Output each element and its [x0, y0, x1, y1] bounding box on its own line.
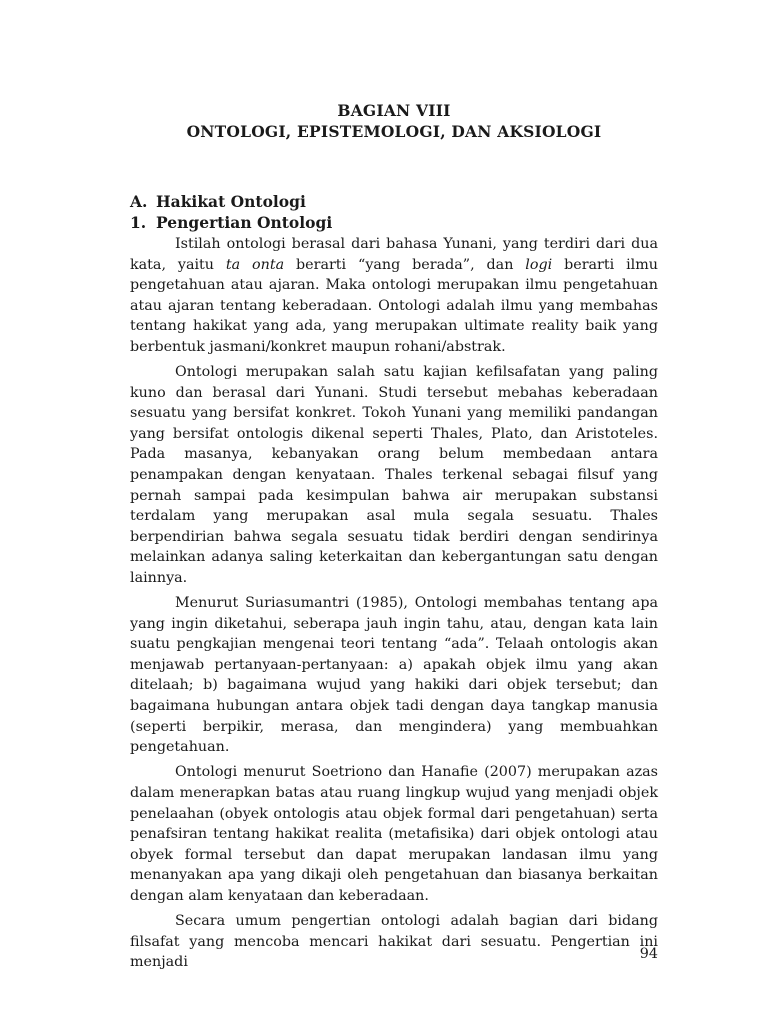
page-number: 94	[639, 946, 658, 962]
subsection-title: Pengertian Ontologi	[156, 213, 333, 232]
section-marker: A.	[130, 192, 148, 211]
paragraph-3: Menurut Suriasumantri (1985), Ontologi membahas tentang apa yang ingin diketahui, seberapa jauh ingin tahu, atau, dengan kata lain suatu pengkajian mengenai teori tentang “ada”. Telaah ontologis akan menjawab pertanyaan-pertanyaan: a) apakah objek ilmu yang akan ditelaah; b) bagaimana wujud yang hakiki dari objek tersebut; dan bagaimana hubungan antara objek tadi dengan daya tangkap manusia (seperti berpikir, merasa, dan mengindera) yang membuahkan pengetahuan.	[130, 595, 658, 756]
chapter-title: ONTOLOGI, EPISTEMOLOGI, DAN AKSIOLOGI	[186, 122, 602, 141]
chapter-label: BAGIAN VIII	[337, 101, 451, 120]
subsection-marker: 1.	[130, 213, 147, 232]
term-logi: logi	[525, 256, 553, 273]
section-heading	[130, 192, 306, 211]
paragraph-1	[130, 234, 658, 358]
subsection-heading	[130, 213, 332, 232]
paragraph-2: Ontologi merupakan salah satu kajian kefilsafatan yang paling kuno dan berasal dari Yunani. Studi tersebut mebahas keberadaan sesuatu yang bersifat konkret. Tokoh Yunani yang memiliki pandangan yang bersifat ontologis dikenal seperti Thales, Plato, dan Aristoteles. Pada masanya, kebanyakan orang belum membedaan antara penampakan dengan kenyataan. Thales terkenal sebagai filsuf yang pernah sampai pada kesimpulan bahwa air merupakan substansi terdalam yang merupakan asal mula segala sesuatu. Thales berpendirian bahwa segala sesuatu tidak berdiri dengan sendirinya melainkan adanya saling keterkaitan dan kebergantungan satu dengan lainnya.	[130, 364, 658, 586]
term-ta-onta: ta onta	[225, 256, 285, 273]
paragraph-1-text-c: berarti “yang berada”, dan	[284, 256, 526, 273]
paragraph-1-text-a: Istilah ontologi berasal dari bahasa Yunani, yang terdiri dari dua kata, yaitu	[130, 236, 658, 273]
paragraph-1-text-e: berarti ilmu pengetahuan atau ajaran. Maka ontologi merupakan ilmu pengetahuan atau ajaran tentang keberadaan. Ontologi adalah ilmu yang membahas tentang hakikat yang ada, yang merupakan ultimate reality baik yang berbentuk jasmani/konkret maupun rohani/abstrak.	[130, 256, 658, 355]
section-title: Hakikat Ontologi	[156, 192, 306, 211]
body-text	[130, 234, 658, 973]
paragraph-5: Secara umum pengertian ontologi adalah bagian dari bidang filsafat yang mencoba mencari hakikat dari sesuatu. Pengertian ini menjadi	[130, 913, 658, 971]
paragraph-4: Ontologi menurut Soetriono dan Hanafie (2007) merupakan azas dalam menerapkan batas atau ruang lingkup wujud yang menjadi objek penelaahan (obyek ontologis atau objek formal dari pengetahuan) serta penafsiran tentang hakikat realita (metafisika) dari objek ontologi atau obyek formal tersebut dan dapat merupakan landasan ilmu yang menanyakan apa yang dikaji oleh pengetahuan dan biasanya berkaitan dengan alam kenyataan dan keberadaan.	[130, 764, 658, 904]
